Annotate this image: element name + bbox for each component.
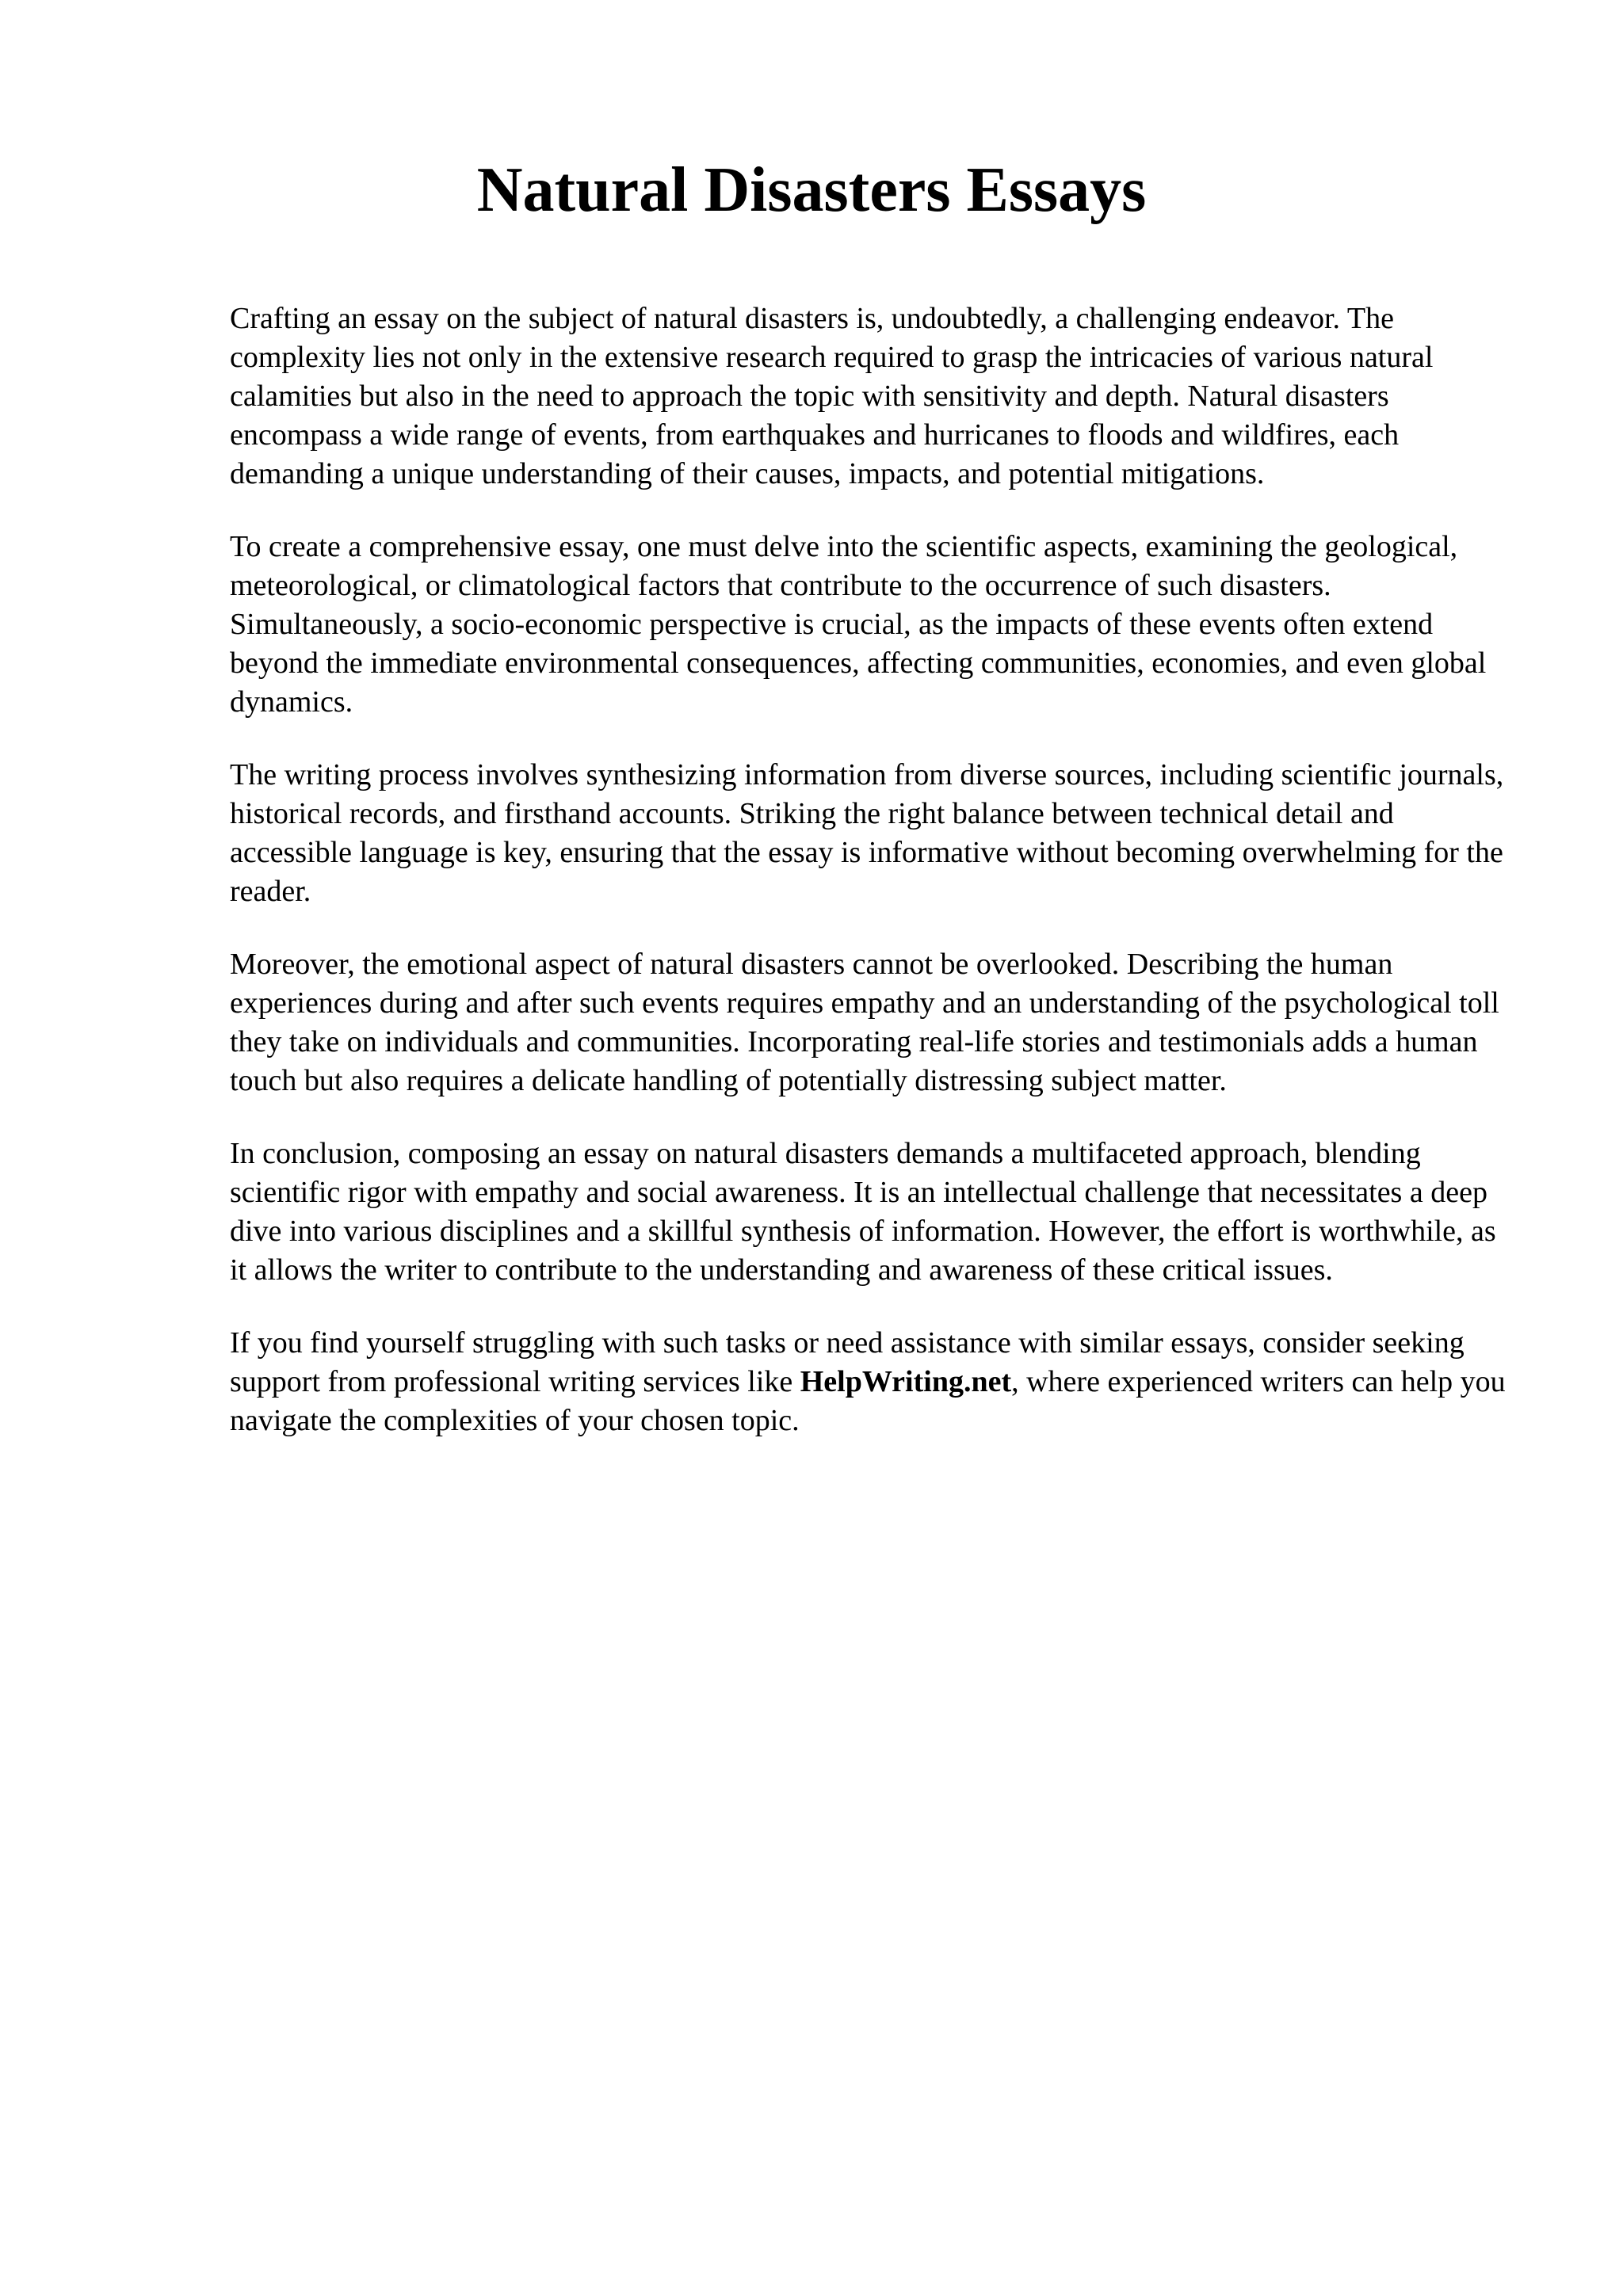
essay-body: [230, 299, 1514, 1474]
closing-text-after: , where experienced writers can help you navigate the complexities of your chosen topic.: [230, 1365, 1506, 1437]
paragraph-3: The writing process involves synthesizing information from diverse sources, including scientific journals, historical records, and firsthand accounts. Striking the right balance between technical detail and accessible language is key, ensuring that the essay is informative without becoming overwhelming for the reader.: [230, 758, 1504, 908]
paragraph-2: To create a comprehensive essay, one must delve into the scientific aspects, examining the geological, meteorological, or climatological factors that contribute to the occurrence of such disasters. Simultaneously, a socio-economic perspective is crucial, as the impacts of these events often extend beyond the immediate environmental consequences, affecting communities, economies, and even global dynamics.: [230, 530, 1487, 719]
brand-name: HelpWriting.net: [800, 1365, 1012, 1398]
paragraph-4: Moreover, the emotional aspect of natural disasters cannot be overlooked. Describing the human experiences during and after such events requires empathy and an understanding of the psychological toll they take on individuals and communities. Incorporating real-life stories and testimonials adds a human touch but also requires a delicate handling of potentially distressing subject matter.: [230, 948, 1499, 1097]
paragraph-5: In conclusion, composing an essay on natural disasters demands a multifaceted approach, blending scientific rigor with empathy and social awareness. It is an intellectual challenge that necessitates a deep dive into various disciplines and a skillful synthesis of information. However, the effort is worthwhile, as it allows the writer to contribute to the understanding and awareness of these critical issues.: [230, 1137, 1496, 1287]
paragraph-1: Crafting an essay on the subject of natural disasters is, undoubtedly, a challenging endeavor. The complexity lies not only in the extensive research required to grasp the intricacies of various natural calamities but also in the need to approach the topic with sensitivity and depth. Natural disasters encompass a wide range of events, from earthquakes and hurricanes to floods and wildfires, each demanding a unique understanding of their causes, impacts, and potential mitigations.: [230, 302, 1434, 490]
closing-paragraph: [230, 1324, 1514, 1440]
closing-text-before: If you find yourself struggling with such tasks or need assistance with similar essays, consider seeking support from professional writing services like: [230, 1326, 1465, 1398]
page-title: Natural Disasters Essays: [476, 155, 1147, 225]
